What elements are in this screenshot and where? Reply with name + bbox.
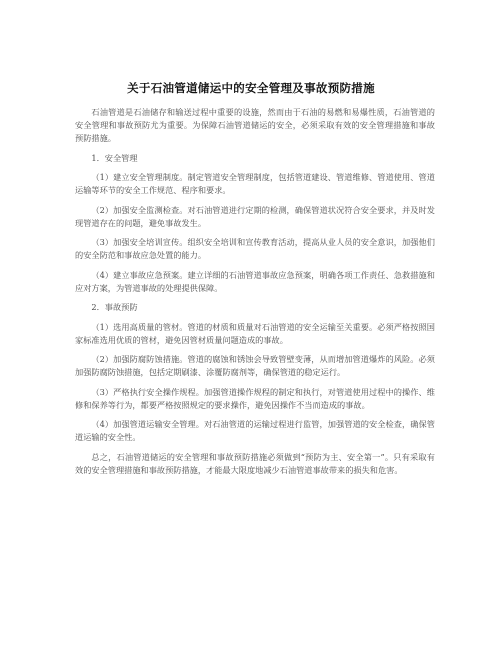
intro-paragraph: 石油管道是石油储存和输送过程中重要的设施，然而由于石油的易燃和易爆性质，石油管道的安全管理和事故预防尤为重要。为保障石油管道储运的安全，必须采取有效的安全管理措施和事故预防措施。 — [75, 107, 435, 143]
section-heading-accident-prevention: 2．事故预防 — [91, 302, 138, 312]
accident-prevention-item-3: （3）严格执行安全操作规程。加强管道操作规程的制定和执行，对管道使用过程中的操作、维修和保养等行为，都要严格按照规定的要求操作，避免因操作不当而造成的事故。 — [75, 386, 435, 410]
safety-management-item-4: （4）建立事故应急预案。建立详细的石油管道事故应急预案，明确各项工作责任、急救措施和应对方案，为管道事故的处理提供保障。 — [75, 269, 435, 293]
document-body — [75, 106, 435, 483]
accident-prevention-item-1: （1）选用高质量的管材。管道的材质和质量对石油管道的安全运输至关重要。必须严格按照国家标准选用优质的管材，避免因管材质量问题造成的事故。 — [75, 321, 435, 345]
conclusion-paragraph: 总之，石油管道储运的安全管理和事故预防措施必须做到“预防为主、安全第一”。只有采取有效的安全管理措施和事故预防措施，才能最大限度地减少石油管道事故带来的损失和危害。 — [75, 451, 435, 475]
accident-prevention-item-4: （4）加强管道运输安全管理。对石油管道的运输过程进行监管，加强管道的安全检查，确保管道运输的安全性。 — [75, 419, 435, 442]
section-heading-safety-management: 1．安全管理 — [91, 152, 138, 163]
accident-prevention-item-2: （2）加强防腐防蚀措施。管道的腐蚀和锈蚀会导致管壁变薄，从而增加管道爆炸的风险。必须加强防腐防蚀措施，包括定期刷漆、涂覆防腐剂等，确保管道的稳定运行。 — [75, 354, 435, 377]
document-title: 关于石油管道储运中的安全管理及事故预防措施 — [127, 81, 375, 95]
safety-management-item-1: （1）建立安全管理制度。制定管道安全管理制度，包括管道建设、管道维修、管道使用、管道运输等环节的安全工作规范、程序和要求。 — [75, 172, 435, 195]
safety-management-item-2: （2）加强安全监测检查。对石油管道进行定期的检测，确保管道状况符合安全要求，并及时发现管道存在的问题，避免事故发生。 — [75, 204, 435, 228]
safety-management-item-3: （3）加强安全培训宣传。组织安全培训和宣传教育活动，提高从业人员的安全意识，加强他们的安全防范和事故应急处置的能力。 — [75, 237, 435, 260]
